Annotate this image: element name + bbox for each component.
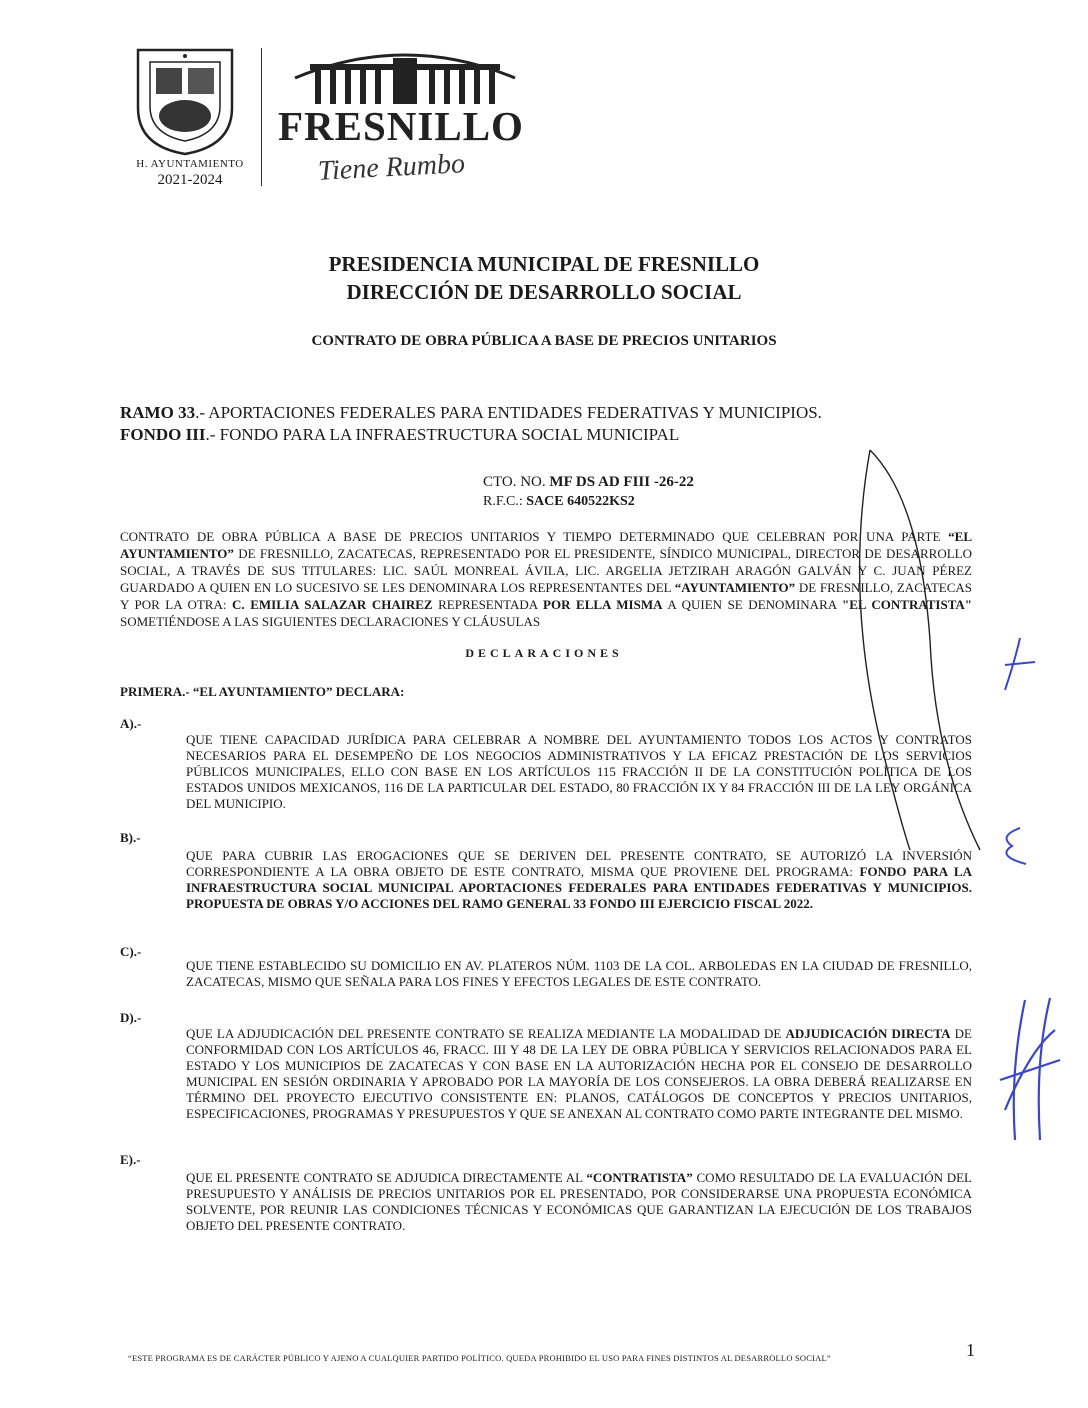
ramo-line [120, 403, 1000, 423]
item-e-text [186, 1170, 972, 1234]
primera-heading: PRIMERA.- “EL AYUNTAMIENTO” DECLARA: [120, 684, 405, 699]
rfc-value: SACE 640522KS2 [526, 494, 635, 509]
ramo-text: .- APORTACIONES FEDERALES PARA ENTIDADES FEDERATIVAS Y MUNICIPIOS. [195, 403, 822, 422]
intro-bold: C. EMILIA SALAZAR CHAIREZ [232, 597, 433, 612]
item-b-label: B).- [120, 830, 141, 845]
item-e-plain: QUE EL PRESENTE CONTRATO SE ADJUDICA DIRECTAMENTE AL [186, 1170, 587, 1185]
ramo-label: RAMO 33 [120, 403, 196, 422]
initials-signature [990, 820, 1040, 870]
item-e-label: E).- [120, 1152, 141, 1167]
margin-signature-loop [840, 440, 1000, 860]
contract-type-heading: CONTRATO DE OBRA PÚBLICA A BASE DE PRECIOS UNITARIOS [311, 333, 777, 349]
intro-bold: "EL CONTRATISTA" [841, 597, 973, 612]
fondo-text: .- FONDO PARA LA INFRAESTRUCTURA SOCIAL MUNICIPAL [205, 425, 680, 444]
item-e-plain: COMO RESULTADO DE LA EVALUACIÓN DEL PRESUPUESTO Y ANÁLISIS DE PRECIOS UNITARIOS POR EL PRESENTADO, POR CONSIDERARSE UNA PROPUESTA ECONÓMICA SOLVENTE, POR REUNIR LAS CONDICIONES TÉCNICAS Y ECONÓMICAS QUE GARANTIZAN LA EJECUCIÓN DE LOS TRABAJOS OBJETO DEL PRESENTE CONTRATO. [186, 1170, 972, 1233]
footer-disclaimer: “ESTE PROGRAMA ES DE CARÁCTER PÚBLICO Y AJENO A CUALQUIER PARTIDO POLÍTICO. QUEDA PROHIBIDO EL USO PARA FINES DISTINTOS AL DESARROLLO SOCIAL” [128, 1353, 831, 1363]
cto-label: CTO. NO. [483, 474, 546, 490]
item-b-bold: FONDO PARA LA INFRAESTRUCTURA SOCIAL MUNICIPAL APORTACIONES FEDERALES PARA ENTIDADES FEDERATIVAS Y MUNICIPIOS. PROPUESTA DE OBRAS Y/O ACCIONES DEL RAMO GENERAL 33 FONDO III EJERCICIO FISCAL 2022. [186, 864, 972, 911]
item-d-label: D).- [120, 1010, 142, 1025]
intro-bold: “AYUNTAMIENTO” [674, 580, 796, 595]
ayuntamiento-years: 2021-2024 [157, 172, 223, 188]
declaraciones-heading: DECLARACIONES [465, 646, 623, 660]
initials-signature [995, 630, 1045, 700]
item-e-bold: “CONTRATISTA” [586, 1170, 693, 1185]
intro-text: DE FRESNILLO, ZACATECAS, REPRESENTADO POR EL PRESIDENTE, SÍNDICO MUNICIPAL, DIRECTOR DE DESARROLLO SOCIAL, A TRAVÉS DE SUS TITULARES: LIC. SAÚL MONREAL ÁVILA, LIC. ARGELIA JETZIRAH ARAGÓN GALVÁN Y C. JUAN PÉREZ GUARDADO A QUIEN EN LO SUCESIVO SE LES DENOMINARA LOS REPRESENTANTES DEL [120, 546, 972, 595]
item-d-text [186, 1026, 972, 1122]
intro-text: A QUIEN SE DENOMINARA [662, 597, 842, 612]
item-d-bold: ADJUDICACIÓN DIRECTA [785, 1026, 951, 1041]
ayuntamiento-label: H. AYUNTAMIENTO [136, 158, 244, 170]
logo-wordmark: FRESNILLO [278, 103, 524, 149]
handwritten-signature [995, 990, 1065, 1150]
title-direccion: DIRECCIÓN DE DESARROLLO SOCIAL [346, 280, 742, 304]
rfc-label: R.F.C.: [483, 494, 523, 509]
intro-bold: POR ELLA MISMA [543, 597, 663, 612]
intro-text: SOMETIÉNDOSE A LAS SIGUIENTES DECLARACIONES Y CLÁUSULAS [120, 614, 541, 629]
rfc-line [483, 494, 635, 510]
cto-value: MF DS AD FIII -26-22 [549, 474, 694, 490]
item-b-plain: QUE PARA CUBRIR LAS EROGACIONES QUE SE DERIVEN DEL PRESENTE CONTRATO, SE AUTORIZÓ LA INVERSIÓN CORRESPONDIENTE A LA OBRA OBJETO DE ESTE CONTRATO, MISMA QUE PROVIENE DEL PROGRAMA: [186, 848, 972, 879]
logo-tagline: Tiene Rumbo [317, 148, 466, 187]
intro-text: DE FRESNILLO, ZACATECAS Y POR LA OTRA: [120, 580, 972, 612]
item-c-label: C).- [120, 944, 142, 959]
item-a-label: A).- [120, 716, 142, 731]
intro-bold: “EL AYUNTAMIENTO” [120, 529, 972, 561]
intro-text: REPRESENTADA [432, 597, 544, 612]
item-c-text: QUE TIENE ESTABLECIDO SU DOMICILIO EN AV. PLATEROS NÚM. 1103 DE LA COL. ARBOLEDAS EN LA CIUDAD DE FRESNILLO, ZACATECAS, MISMO QUE SEÑALA PARA LOS FINES Y EFECTOS LEGALES DE ESTE CONTRATO. [186, 958, 972, 989]
item-d-plain: QUE LA ADJUDICACIÓN DEL PRESENTE CONTRATO SE REALIZA MEDIANTE LA MODALIDAD DE [186, 1026, 786, 1041]
fondo-label: FONDO III [120, 425, 206, 444]
intro-text: CONTRATO DE OBRA PÚBLICA A BASE DE PRECIOS UNITARIOS Y TIEMPO DETERMINADO QUE CELEBRAN POR UNA PARTE [120, 529, 949, 544]
page-number: 1 [966, 1340, 975, 1360]
header-divider [261, 48, 262, 186]
contract-number [483, 474, 694, 491]
item-a-text: QUE TIENE CAPACIDAD JURÍDICA PARA CELEBRAR A NOMBRE DEL AYUNTAMIENTO TODOS LOS ACTOS Y CONTRATOS NECESARIOS PARA EL DESEMPEÑO DE LOS NEGOCIOS ADMINISTRATIVOS Y LA EFICAZ PRESTACIÓN DE LOS SERVICIOS PÚBLICOS MUNICIPALES, ELLO CON BASE EN LOS ARTÍCULOS 115 FRACCIÓN II DE LA CONSTITUCIÓN POLÍTICA DE LOS ESTADOS UNIDOS MEXICANOS, 116 DE LA PARTICULAR DEL ESTADO, 80 FRACCIÓN IX Y 84 FRACCIÓN III DE LA LEY ORGÁNICA DEL MUNICIPIO. [186, 732, 972, 811]
title-presidencia: PRESIDENCIA MUNICIPAL DE FRESNILLO [328, 252, 760, 276]
item-d-plain: DE CONFORMIDAD CON LOS ARTÍCULOS 46, FRACC. III Y 48 DE LA LEY DE OBRA PÚBLICA Y SERVICIOS RELACIONADOS PARA EL ESTADO Y LOS MUNICIPIOS DE ZACATECAS Y CON BASE EN LA AUTORIZACIÓN HECHA POR EL CONSEJO DE DESARROLLO MUNICIPAL EN SESIÓN ORDINARIA Y APROBADO POR LA MAYORÍA DE LOS CONSEJEROS. LA OBRA DEBERÁ REALIZARSE EN TÉRMINO DEL PROYECTO EJECUTIVO CONSISTENTE EN: PLANOS, CATÁLOGOS DE CONCEPTOS Y PRECIOS UNITARIOS, ESPECIFICACIONES, PROGRAMAS Y PRESUPUESTOS Y QUE SE ANEXAN AL CONTRATO COMO PARTE INTEGRANTE DEL MISMO. [186, 1026, 972, 1121]
